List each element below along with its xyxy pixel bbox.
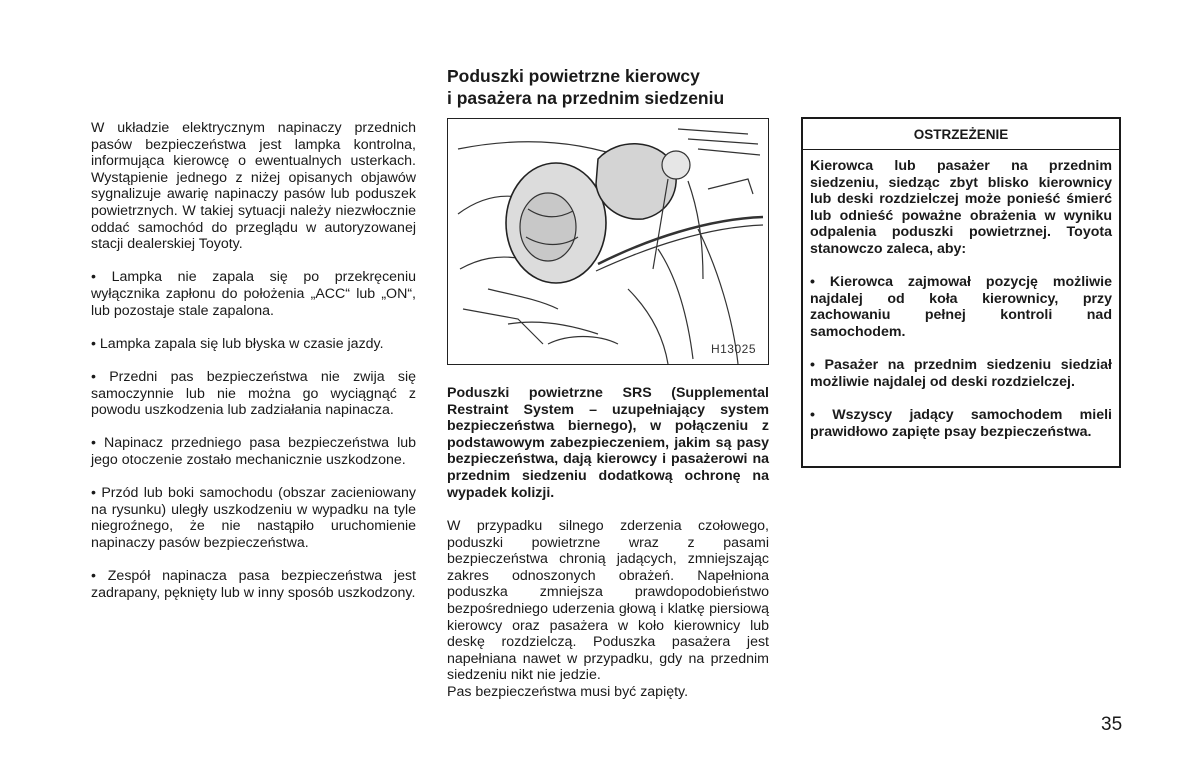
warning-intro: Kierowca lub pasażer na przednim siedzeniu, siedząc zbyt blisko kierownicy lub deski rozdzielczej może ponieść śmierć lub odnieść poważne obrażenia w wyniku odpalenia poduszki powietrznej. Toyota stanowczo zaleca, aby: <box>810 158 1112 257</box>
airbag-illustration <box>447 118 769 365</box>
left-column <box>91 120 416 618</box>
list-item: • Lampka zapala się lub błyska w czasie jazdy. <box>91 335 384 352</box>
bold-paragraph: Poduszki powietrzne SRS (Supplemental Restraint System – uzupełniający system bezpieczeństwa biernego), w połączeniu z podstawowym zabezpieczeniem, jakim są pasy bezpieczeństwa, dają kierowcy i pasażerowi na przednim siedzeniu dodatkową ochronę na wypadek kolizji. <box>447 385 769 501</box>
airbag-description <box>447 518 769 701</box>
warning-heading: OSTRZEŻENIE <box>913 127 1009 142</box>
section-title-line-1: Poduszki powietrzne kierowcy <box>447 66 700 86</box>
page-number: 35 <box>1101 714 1123 735</box>
section-title-line-2: i pasażera na przednim siedzeniu <box>447 87 725 108</box>
body-paragraph: W przypadku silnego zderzenia czołowego, poduszki powietrzne wraz z pasami bezpieczeństwa chronią jadących, zmniejszając zakres odnoszonych obrażeń. Napełniona poduszka zmniejsza prawdopodobieństwo bezpośredniego uderzenia głową i klatkę piersiową kierowcy oraz pasażera w koło kierownicy lub deskę rozdzielczą. Poduszka pasażera jest napełniana nawet w przypadku, gdy na przednim siedzeniu nikt nie jedzie. <box>447 518 769 684</box>
list-item: • Napinacz przedniego pasa bezpieczeństwa lub jego otoczenie zostało mechanicznie uszkodzone. <box>91 435 416 468</box>
list-item: • Przedni pas bezpieczeństwa nie zwija się samoczynnie lub nie można go wyciągnąć z powodu uszkodzenia lub zadziałania napinacza. <box>91 368 416 419</box>
warning-item: • Pasażer na przednim siedzeniu siedział możliwie najdalej od deski rozdzielczej. <box>810 357 1112 390</box>
warning-item: • Kierowca zajmował pozycję możliwie najdalej od koła kierownicy, przy zachowaniu pełnej kontroli nad samochodem. <box>810 274 1112 340</box>
airbag-intro-bold <box>447 385 769 518</box>
list-item: • Lampka nie zapala się po przekręceniu wyłącznika zapłonu do położenia „ACC“ lub „ON“, lub pozostaje stale zapalona. <box>91 269 416 319</box>
list-item: • Zespół napinacza pasa bezpieczeństwa jest zadrapany, pęknięty lub w inny sposób uszkodzony. <box>91 568 416 601</box>
section-title <box>447 66 777 109</box>
intro-paragraph: W układzie elektrycznym napinaczy przednich pasów bezpieczeństwa jest lampka kontrolna, informująca kierowcę o ewentualnych usterkach. Wystąpienie jednego z niżej opisanych objawów sygnalizuje awarię napinaczy pasów lub poduszek powietrznych. W takiej sytuacji należy niezwłocznie oddać samochód do przeglądu w autoryzowanej stacji dealerskiej Toyoty. <box>91 120 416 253</box>
figure-code: H13025 <box>710 342 756 356</box>
warning-box <box>801 117 1121 468</box>
warning-divider <box>803 149 1119 158</box>
seatbelt-note: Pas bezpieczeństwa musi być zapięty. <box>447 683 689 700</box>
warning-item: • Wszyscy jadący samochodem mieli prawidłowo zapięte psay bezpieczeństwa. <box>810 406 1112 440</box>
airbag-drawing <box>448 119 769 365</box>
list-item: • Przód lub boki samochodu (obszar zacieniowany na rysunku) uległy uszkodzeniu w wypadku na tyle niegroźnego, że nie nastąpiło uruchomienie napinaczy pasów bezpieczeństwa. <box>91 485 416 551</box>
